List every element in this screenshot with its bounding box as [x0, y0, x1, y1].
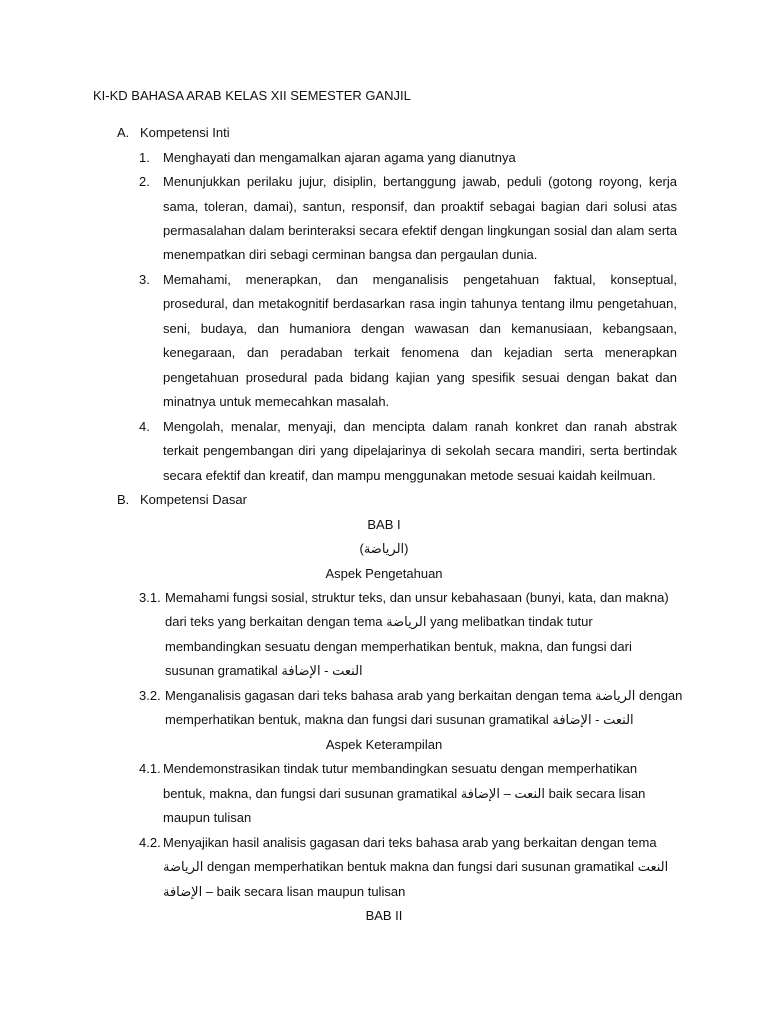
ki-2-number: 2. — [139, 174, 150, 189]
ki-3-line: kenegaraan, dan peradaban terkait fenomena dan kejadian serta menerapkan — [163, 345, 677, 360]
kd-3-1-line — [165, 613, 593, 631]
kd-4-1-text: bentuk, makna, dan fungsi dari susunan gramatikal — [163, 786, 458, 801]
ki-2-line: menempatkan diri sebagi cerminan bangsa dan pergaulan dunia. — [163, 247, 538, 262]
kd-3-1-text: dari teks yang berkaitan dengan tema — [165, 614, 383, 629]
kd-4-2-line — [163, 858, 668, 876]
section-a-heading: Kompetensi Inti — [140, 125, 230, 140]
kd-4-2-line: Menyajikan hasil analisis gagasan dari teks bahasa arab yang berkaitan dengan tema — [163, 835, 657, 850]
kd-4-1-text: baik secara lisan — [548, 786, 646, 801]
kd-4-2-text: dengan memperhatikan bentuk makna dan fungsi dari susunan gramatikal — [206, 859, 635, 874]
kd-3-1-line — [165, 662, 363, 680]
ki-4-line: Mengolah, menalar, menyaji, dan mencipta dalam ranah konkret dan ranah abstrak — [163, 419, 677, 434]
kd-4-1-line: Mendemonstrasikan tindak tutur membandingkan sesuatu dengan memperhatikan — [163, 761, 638, 776]
aspek-pengetahuan-heading: Aspek Pengetahuan — [325, 566, 443, 581]
ki-1-number: 1. — [139, 150, 150, 165]
aspek-keterampilan-heading: Aspek Keterampilan — [325, 737, 443, 752]
kd-4-1-number: 4.1. — [139, 761, 161, 776]
kd-3-2-line — [165, 687, 682, 705]
ki-4-line: secara efektif dan kreatif, dan mampu menggunakan metode sesuai kaidah keilmuan. — [163, 468, 656, 483]
ki-3-line: Memahami, menerapkan, dan menganalisis pengetahuan faktual, konseptual, — [163, 272, 677, 287]
kd-3-2-text: Menganalisis gagasan dari teks bahasa arab yang berkaitan dengan tema — [165, 688, 592, 703]
kd-4-2-line — [163, 883, 405, 901]
ki-4-number: 4. — [139, 419, 150, 434]
ki-3-line: prosedural, dan metakognitif berdasarkan rasa ingin tahunya tentang ilmu pengetahuan, — [163, 296, 677, 311]
kd-4-1-line — [163, 785, 645, 803]
ki-3-line: minatnya untuk memecahkan masalah. — [163, 394, 390, 409]
ki-2-line: Menunjukkan perilaku jujur, disiplin, bertanggung jawab, peduli (gotong royong, kerja — [163, 174, 677, 189]
document-title: KI-KD BAHASA ARAB KELAS XII SEMESTER GANJIL — [93, 88, 411, 103]
section-b-marker: B. — [117, 492, 130, 507]
ki-3-number: 3. — [139, 272, 150, 287]
ki-1-line: Menghayati dan mengamalkan ajaran agama yang dianutnya — [163, 150, 516, 165]
kd-3-2-text: dengan — [639, 688, 683, 703]
bab-2-heading: BAB II — [365, 908, 403, 923]
kd-4-1-arabic: النعت – الإضافة — [460, 786, 545, 801]
kd-3-1-arabic: الرياضة — [386, 614, 427, 629]
kd-4-2-arabic: النعت — [637, 859, 669, 874]
kd-4-2-number: 4.2. — [139, 835, 161, 850]
kd-3-1-text: susunan gramatikal — [165, 663, 278, 678]
ki-2-line: sama, toleran, damai), santun, responsif, dan proaktif sebagai bagian dari solusi atas — [163, 199, 677, 214]
kd-3-2-text: memperhatikan bentuk, makna dan fungsi dari susunan gramatikal — [165, 712, 549, 727]
kd-3-1-line: Memahami fungsi sosial, struktur teks, dan unsur kebahasaan (bunyi, kata, dan makna) — [165, 590, 669, 605]
ki-3-line: pengetahuan prosedural pada bidang kajian yang spesifik sesuai dengan bakat dan — [163, 370, 677, 385]
bab-1-arabic-title: (الرياضة) — [359, 541, 409, 556]
ki-2-line: permasalahan dalam berinteraksi secara efektif dengan lingkungan sosial dan alam serta — [163, 223, 677, 238]
kd-4-2-arabic: الإضافة — [163, 884, 203, 899]
kd-4-1-line: maupun tulisan — [163, 810, 252, 825]
kd-3-2-arabic: النعت - الإضافة — [552, 712, 634, 727]
kd-3-1-text: yang melibatkan tindak tutur — [430, 614, 593, 629]
bab-1-heading: BAB I — [367, 517, 401, 532]
kd-3-1-arabic: النعت - الإضافة — [281, 663, 363, 678]
kd-3-2-number: 3.2. — [139, 688, 161, 703]
ki-3-line: seni, budaya, dan humaniora dengan wawasan dan kemanusiaan, kebangsaan, — [163, 321, 677, 336]
kd-3-2-line — [165, 711, 634, 729]
kd-4-2-arabic: الرياضة — [163, 859, 204, 874]
kd-3-1-line: membandingkan sesuatu dengan memperhatikan bentuk, makna, dan fungsi dari — [165, 639, 632, 654]
kd-3-2-arabic: الرياضة — [595, 688, 636, 703]
kd-3-1-number: 3.1. — [139, 590, 161, 605]
section-b-heading: Kompetensi Dasar — [140, 492, 247, 507]
section-a-marker: A. — [117, 125, 130, 140]
ki-4-line: terkait pengembangan diri yang dipelajarinya di sekolah secara mandiri, serta bertindak — [163, 443, 677, 458]
kd-4-2-text: – baik secara lisan maupun tulisan — [205, 884, 406, 899]
